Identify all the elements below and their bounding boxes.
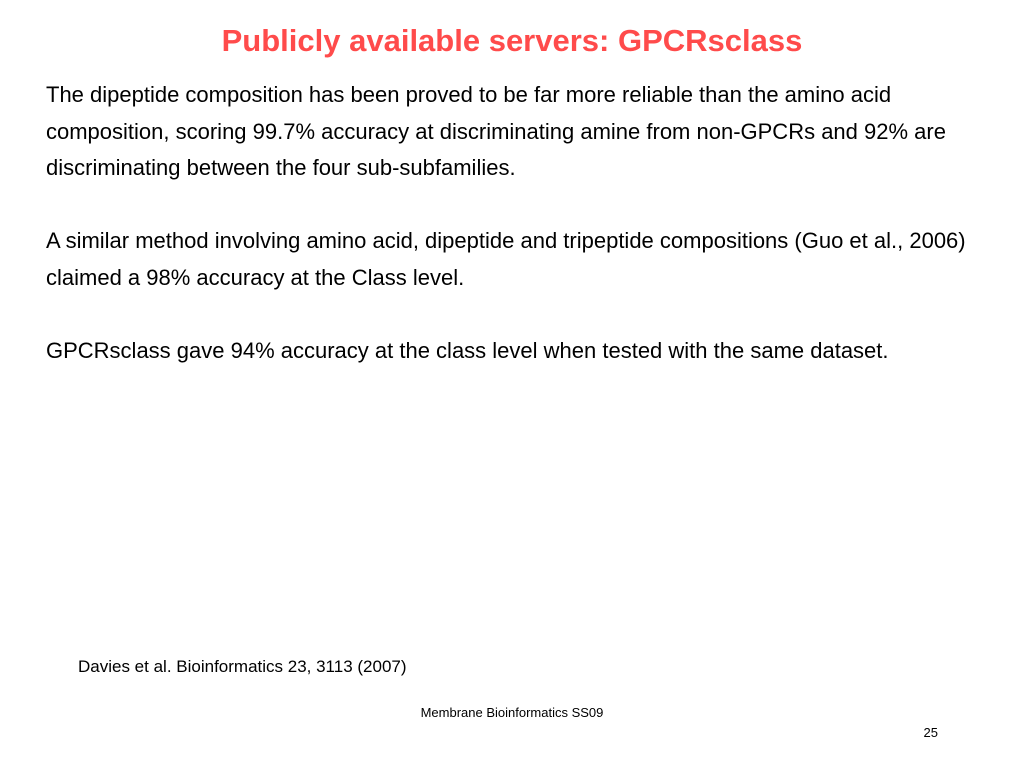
paragraph-similar-method: A similar method involving amino acid, dipeptide and tripeptide compositions (Guo et al., 2006) claimed a 98% accuracy at the Class level. <box>46 228 966 290</box>
paragraph-dipeptide: The dipeptide composition has been proved to be far more reliable than the amino acid composition, scoring 99.7% accuracy at discriminating amine from non-GPCRs and 92% are discriminating between the four sub-subfamilies. <box>46 82 946 180</box>
paragraph-gpcrsclass-accuracy: GPCRsclass gave 94% accuracy at the class level when tested with the same dataset. <box>46 337 889 363</box>
page-number: 25 <box>923 725 938 740</box>
slide-title: Publicly available servers: GPCRsclass <box>221 23 803 58</box>
slide-body <box>46 77 986 406</box>
citation-reference: Davies et al. Bioinformatics 23, 3113 (2007) <box>78 657 407 676</box>
footer-course-title: Membrane Bioinformatics SS09 <box>420 705 604 720</box>
